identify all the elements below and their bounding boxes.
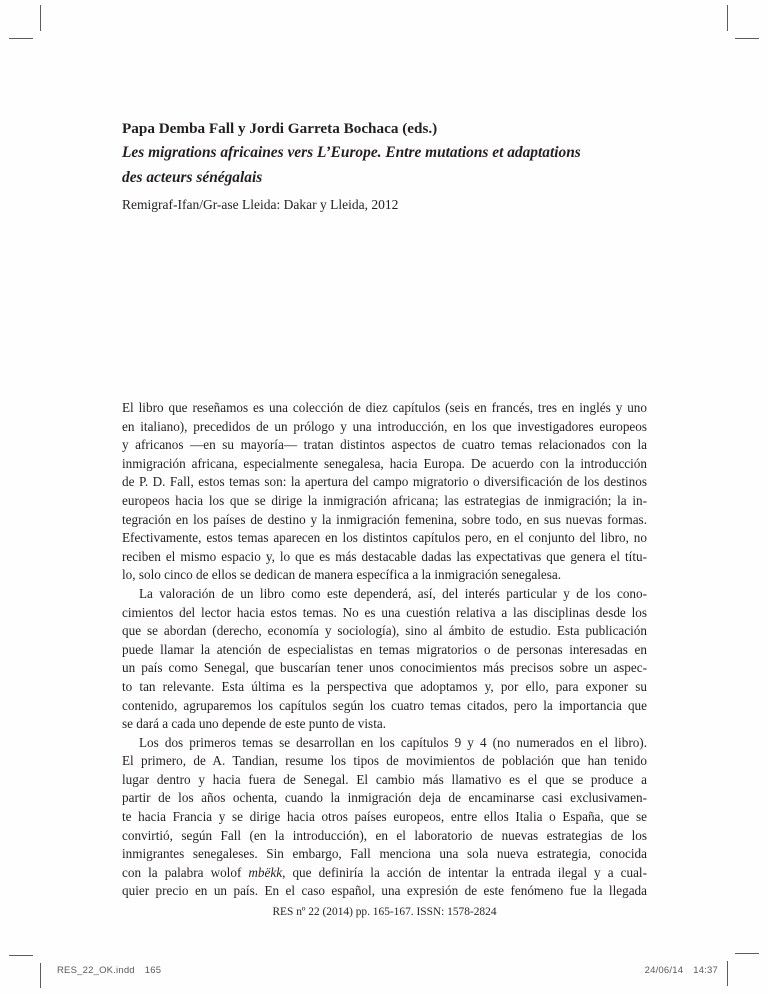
book-header bbox=[122, 116, 650, 214]
footer-citation: RES nº 22 (2014) pp. 165-167. ISSN: 1578-2824 bbox=[272, 906, 497, 918]
wolof-term-italic: mbëkk bbox=[248, 864, 283, 880]
slug-left bbox=[57, 965, 161, 976]
text-line: lugar dentro y hacia fuera de Senegal. El cambio más llamativo es el que se produce a bbox=[122, 771, 647, 787]
text-line: inmigración africana, especialmente senegalesa, hacia Europa. De acuerdo con la introducción bbox=[122, 455, 647, 471]
crop-mark-top-right-horizontal bbox=[735, 38, 759, 39]
crop-mark-bottom-right-vertical bbox=[727, 961, 728, 986]
text-line: que se abordan (derecho, economía y sociología), sino al ámbito de estudio. Esta publicación bbox=[122, 623, 647, 639]
text-line: se dará a cada uno depende de este punto de vista. bbox=[122, 716, 387, 732]
text-line: en italiano), precedidos de un prólogo y una introducción, en los que investigadores europeos bbox=[122, 418, 647, 434]
text-line: inmigrantes senegaleses. Sin embargo, Fall menciona una sola nueva estrategia, conocida bbox=[122, 846, 647, 862]
text-line: te hacia Francia y se dirige hacia otros países europeos, entre ellos Italia o España, que se bbox=[122, 809, 647, 825]
text-line: europeos hacia los que se dirige la inmigración africana; las estrategias de inmigración; la in- bbox=[122, 492, 647, 508]
slug-filename: RES_22_OK.indd bbox=[57, 965, 135, 976]
text-line: y africanos —en su mayoría— tratan distintos aspectos de cuatro temas relacionados con la bbox=[122, 437, 647, 453]
review-paragraph-3 bbox=[122, 734, 647, 901]
book-authors: Papa Demba Fall y Jordi Garreta Bochaca (eds.) bbox=[122, 120, 438, 137]
text-line: Efectivamente, estos temas aparecen en los distintos capítulos pero, en el conjunto del libro, no bbox=[122, 530, 647, 546]
text-line: cimientos del lector hacia estos temas. No es una cuestión relativa a las disciplinas desde los bbox=[122, 604, 647, 620]
text-line: partir de los años ochenta, cuando la inmigración deja de encaminarse casi exclusivamen- bbox=[122, 790, 647, 806]
slug-date: 24/06/14 bbox=[644, 965, 684, 976]
crop-mark-bottom-right-horizontal bbox=[735, 953, 759, 954]
text-line: convirtió, según Fall (en la introducción), en el laboratorio de nuevas estrategias de los bbox=[122, 827, 647, 843]
slug-page-number: 165 bbox=[144, 965, 162, 976]
review-body bbox=[122, 399, 647, 901]
review-paragraph-1 bbox=[122, 399, 647, 585]
slug-time: 14:37 bbox=[693, 965, 718, 976]
text-line: contenido, agruparemos los capítulos según los cuatro temas citados, pero la importancia que bbox=[122, 697, 647, 713]
text-line: un país como Senegal, que buscarían tener unos conocimientos más precisos sobre un aspec- bbox=[122, 660, 647, 676]
text-line: quier precio en un país. En el caso español, una expresión de este fenómeno fue la llegada bbox=[122, 883, 647, 899]
text-line: Los dos primeros temas se desarrollan en los capítulos 9 y 4 (no numerados en el libro). bbox=[139, 734, 647, 750]
book-title-line-1: Les migrations africaines vers L’Europe. Entre mutations et adaptations bbox=[122, 144, 581, 161]
crop-mark-top-left-horizontal bbox=[9, 38, 33, 39]
crop-mark-bottom-left-vertical bbox=[40, 963, 41, 988]
slug-right bbox=[645, 965, 718, 976]
text-line: El libro que reseñamos es una colección de diez capítulos (seis en francés, tres en inglés y uno bbox=[122, 400, 647, 415]
text-line: to tan relevante. Esta última es la perspectiva que adoptamos y, por ello, para exponer su bbox=[122, 678, 647, 694]
text-line: puede llamar la atención de especialistas en temas migratorios o de personas interesadas en bbox=[122, 641, 647, 657]
text-line: de P. D. Fall, estos temas son: la apertura del campo migratorio o diversificación de los destinos bbox=[122, 474, 647, 490]
book-title-line-2: des acteurs sénégalais bbox=[122, 168, 263, 186]
text-line: El primero, de A. Tandian, resume los tipos de movimientos de población que han tenido bbox=[122, 753, 647, 769]
crop-mark-top-left-vertical bbox=[40, 5, 41, 31]
text-line: lo, solo cinco de ellos se dedican de manera específica a la inmigración senegalesa. bbox=[122, 567, 562, 583]
book-imprint: Remigraf-Ifan/Gr-ase Lleida: Dakar y Lleida, 2012 bbox=[122, 197, 399, 212]
text-segment: , que definiría la acción de intentar la entrada ilegal y a cual- bbox=[282, 864, 647, 880]
text-line: La valoración de un libro como este dependerá, así, del interés particular y de los cono- bbox=[139, 585, 647, 601]
text-line: reciben el mismo espacio y, lo que es más destacable dadas las expectativas que genera el títu- bbox=[122, 548, 647, 564]
crop-mark-top-right-vertical bbox=[727, 5, 728, 31]
text-segment: con la palabra wolof bbox=[122, 864, 249, 880]
text-line-with-italic bbox=[122, 864, 647, 883]
text-line: tegración en los países de destino y la inmigración femenina, sobre todo, en sus nuevas formas. bbox=[122, 511, 647, 527]
crop-mark-bottom-left-horizontal bbox=[9, 955, 33, 956]
review-paragraph-2 bbox=[122, 585, 647, 734]
